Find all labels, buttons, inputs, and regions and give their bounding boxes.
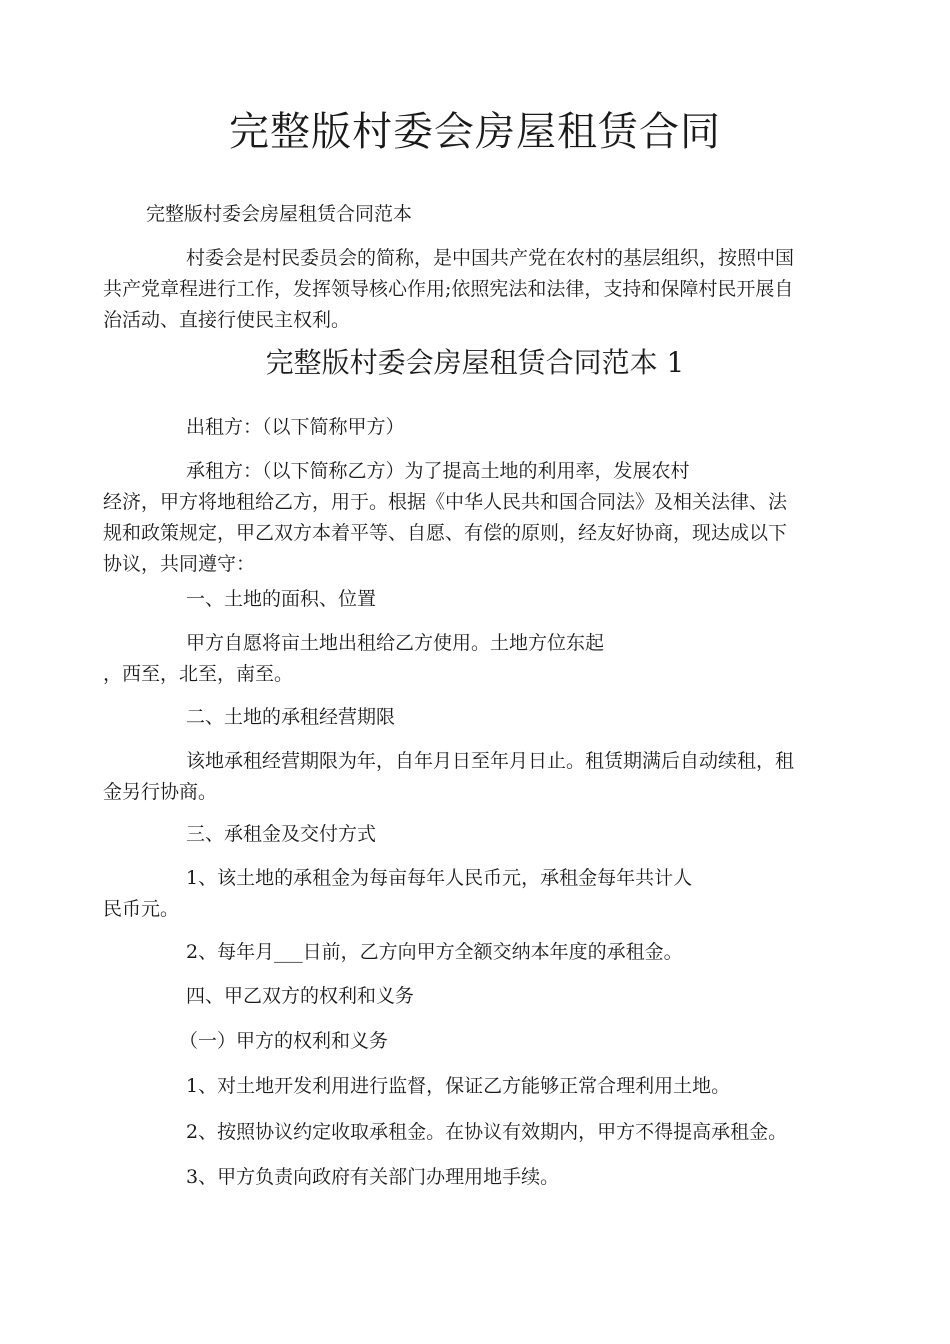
intro-line: 村委会是村民委员会的简称，是中国共产党在农村的基层组织，按照中国 <box>186 247 795 269</box>
paragraph-4-2: 2、按照协议约定收取承租金。在协议有效期内，甲方不得提高承租金。 <box>186 1121 788 1143</box>
lessor-line: 出租方：（以下简称甲方） <box>186 416 405 438</box>
document-title: 完整版村委会房屋租赁合同 <box>229 109 721 155</box>
lessee-line: 承租方：（以下简称乙方）为了提高土地的利用率，发展农村 <box>186 460 690 482</box>
heading-3: 三、承租金及交付方式 <box>186 823 377 845</box>
paragraph-line: 甲方自愿将亩土地出租给乙方使用。土地方位东起 <box>186 632 605 654</box>
paragraph-3b: 2、每年月___日前，乙方向甲方全额交纳本年度的承租金。 <box>186 941 683 963</box>
lessee-line: 经济，甲方将地租给乙方，用于。根据《中华人民共和国合同法》及相关法律、法 <box>103 491 788 513</box>
lessee-line: 协议，共同遵守： <box>103 553 256 575</box>
heading-2: 二、土地的承租经营期限 <box>186 706 396 728</box>
intro-line: 治活动、直接行使民主权利。 <box>103 309 351 331</box>
paragraph-line: ，西至，北至，南至。 <box>103 663 294 685</box>
intro-heading: 完整版村委会房屋租赁合同范本 <box>146 203 413 225</box>
intro-paragraph <box>103 243 843 336</box>
lessee-line: 规和政策规定，甲乙双方本着平等、自愿、有偿的原则，经友好协商，现达成以下 <box>103 522 788 544</box>
heading-4: 四、甲乙双方的权利和义务 <box>186 985 415 1007</box>
paragraph-line: 该地承租经营期限为年，自年月日至年月日止。租赁期满后自动续租，租 <box>186 750 795 772</box>
paragraph-2 <box>103 746 843 808</box>
paragraph-4-3: 3、甲方负责向政府有关部门办理用地手续。 <box>186 1166 560 1188</box>
intro-line: 共产党章程进行工作，发挥领导核心作用;依照宪法和法律，支持和保障村民开展自 <box>103 278 794 300</box>
paragraph-3 <box>103 863 843 925</box>
paragraph-line: 民币元。 <box>103 898 180 920</box>
heading-1: 一、土地的面积、位置 <box>186 588 377 610</box>
heading-4a: （一）甲方的权利和义务 <box>179 1030 389 1052</box>
lessee-paragraph <box>103 456 843 580</box>
paragraph-4-1: 1、对土地开发利用进行监督，保证乙方能够正常合理利用土地。 <box>186 1075 731 1097</box>
paragraph-line: 1、该土地的承租金为每亩每年人民币元，承租金每年共计人 <box>186 867 693 889</box>
paragraph-1 <box>103 628 843 690</box>
section-title: 完整版村委会房屋租赁合同范本 1 <box>265 346 685 379</box>
paragraph-line: 金另行协商。 <box>103 781 218 803</box>
